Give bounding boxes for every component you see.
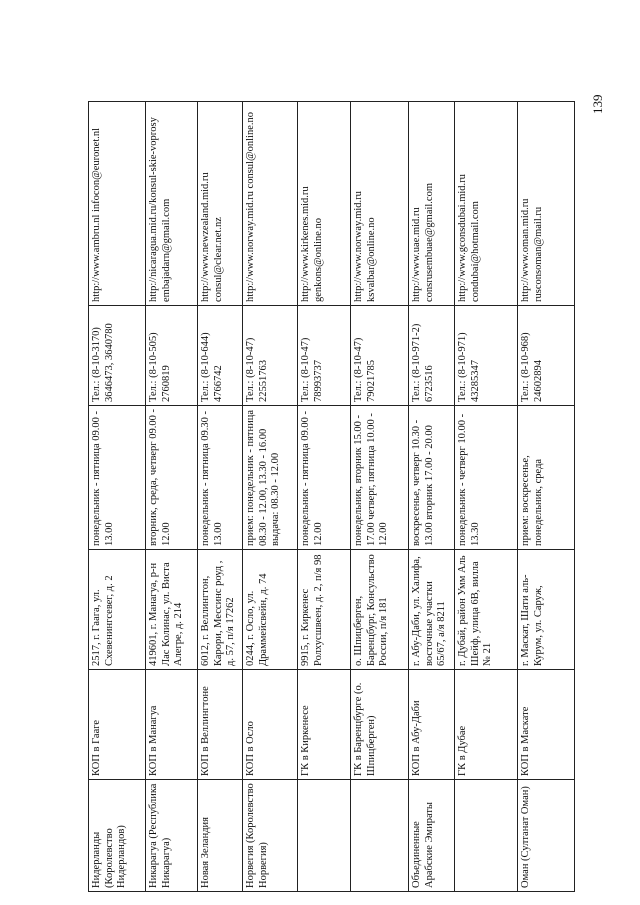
- cell-country: [455, 780, 518, 892]
- cell-contacts: http://www.newzealand.mid.ru consul@clear.net.nz: [198, 102, 243, 306]
- cell-hours: понедельник - пятница 09.30 - 13.00: [198, 406, 243, 550]
- cell-contacts: http://nicaragua.mid.ru/konsul-skie-voprosy embajadarn@gmail.com: [146, 102, 198, 306]
- cell-phone: Тел.: (8-10-47) 22551763: [243, 306, 298, 406]
- cell-office: ГК в Баренцбурге (о. Шпицберген): [351, 670, 409, 780]
- cell-country: [298, 780, 351, 892]
- table-row: [518, 102, 575, 892]
- cell-hours: понедельник - пятница 09.00 - 13.00: [89, 406, 146, 550]
- cell-country: [351, 780, 409, 892]
- cell-hours: понедельник - четверг 10.00 - 13.30: [455, 406, 518, 550]
- cell-address: г. Дубай, район Умм Аль Шейф, улица 6В, вилла № 21: [455, 550, 518, 670]
- cell-address: 2517, г. Гаага, ул. Схевенингсевег, д. 2: [89, 550, 146, 670]
- cell-office: КОП в Веллингтоне: [198, 670, 243, 780]
- cell-contacts: http://www.kirkenes.mid.ru genkons@online.no: [298, 102, 351, 306]
- cell-phone: Тел.: (8-10-644) 4766742: [198, 306, 243, 406]
- table-row: [409, 102, 455, 892]
- cell-phone: Тел.: (8-10-47) 78993737: [298, 306, 351, 406]
- cell-address: 419601, г. Манагуа, р-н Лас Колинас, ул. Виста Алегре, д. 214: [146, 550, 198, 670]
- cell-phone: Тел.: (8-10-971-2) 6723516: [409, 306, 455, 406]
- cell-phone: Тел.: (8-10-3170) 3646473, 3640780: [89, 306, 146, 406]
- cell-office: КОП в Манагуа: [146, 670, 198, 780]
- cell-country: Объединенные Арабские Эмираты: [409, 780, 455, 892]
- cell-hours: понедельник - пятница 09.00 - 12.00: [298, 406, 351, 550]
- cell-office: ГК в Дубае: [455, 670, 518, 780]
- cell-country: Никарагуа (Республика Никарагуа): [146, 780, 198, 892]
- cell-office: КОП в Гааге: [89, 670, 146, 780]
- cell-address: о. Шпицберген, Баренцбург, Консульство России, п/я 181: [351, 550, 409, 670]
- cell-contacts: http://www.oman.mid.ru rusconsoman@mail.ru: [518, 102, 575, 306]
- table-body: [89, 102, 575, 892]
- cell-office: ГК в Киркенесе: [298, 670, 351, 780]
- cell-address: г. Маскат, Шати аль-Курум, ул. Саруж,: [518, 550, 575, 670]
- cell-phone: Тел.: (8-10-971) 43285347: [455, 306, 518, 406]
- cell-office: КОП в Маскате: [518, 670, 575, 780]
- table-row: [89, 102, 146, 892]
- cell-phone: Тел.: (8-10-505) 2760819: [146, 306, 198, 406]
- cell-country: Норвегия (Королевство Норвегия): [243, 780, 298, 892]
- table-row: [351, 102, 409, 892]
- cell-contacts: http://www.gconsdubai.mid.ru condubai@hotmail.com: [455, 102, 518, 306]
- cell-hours: вторник, среда, четверг 09.00 - 12.00: [146, 406, 198, 550]
- cell-hours: прием: воскресенье, понедельник, среда: [518, 406, 575, 550]
- page-number: 139: [590, 94, 605, 114]
- cell-hours: понедельник, вторник 15.00 - 17.00 четверг, пятница 10.00 - 12.00: [351, 406, 409, 550]
- cell-phone: Тел.: (8-10-47) 79021785: [351, 306, 409, 406]
- cell-address: 9915, г. Киркенес Ролхусшвеен, д. 2, п/я 98: [298, 550, 351, 670]
- cell-hours: прием: понедельник - пятница 08.30 - 12.00, 13.30 - 16.00 выдача: 08.30 - 12.00: [243, 406, 298, 550]
- cell-contacts: http://www.norway.mid.ru ksvalbar@online.no: [351, 102, 409, 306]
- cell-phone: Тел.: (8-10-968) 24602894: [518, 306, 575, 406]
- cell-office: КОП в Осло: [243, 670, 298, 780]
- table-row: [146, 102, 198, 892]
- cell-address: г. Абу-Даби, ул. Халифа, восточные участки 65/67, а/я 8211: [409, 550, 455, 670]
- cell-contacts: http://www.uae.mid.ru consrusembuae@gmail.com: [409, 102, 455, 306]
- cell-address: 0244, г. Осло, ул. Драммейсвейн, д. 74: [243, 550, 298, 670]
- cell-country: Оман (Султанат Оман): [518, 780, 575, 892]
- table-row: [198, 102, 243, 892]
- cell-address: 6012, г. Веллингтон, Карори, Мессинс роуд , д. 57, п/я 17262: [198, 550, 243, 670]
- consulates-table: [88, 101, 575, 892]
- consulates-table-wrap: [88, 102, 574, 892]
- cell-hours: воскресенье, четверг 10.30 - 13.00 вторник 17.00 - 20.00: [409, 406, 455, 550]
- cell-country: Нидерланды (Королевство Нидерландов): [89, 780, 146, 892]
- cell-contacts: http://www.norway.mid.ru consul@online.no: [243, 102, 298, 306]
- cell-office: КОП в Абу-Даби: [409, 670, 455, 780]
- table-row: [243, 102, 298, 892]
- cell-country: Новая Зеландия: [198, 780, 243, 892]
- table-row: [455, 102, 518, 892]
- table-row: [298, 102, 351, 892]
- cell-contacts: http://www.ambru.nl infocon@euronet.nl: [89, 102, 146, 306]
